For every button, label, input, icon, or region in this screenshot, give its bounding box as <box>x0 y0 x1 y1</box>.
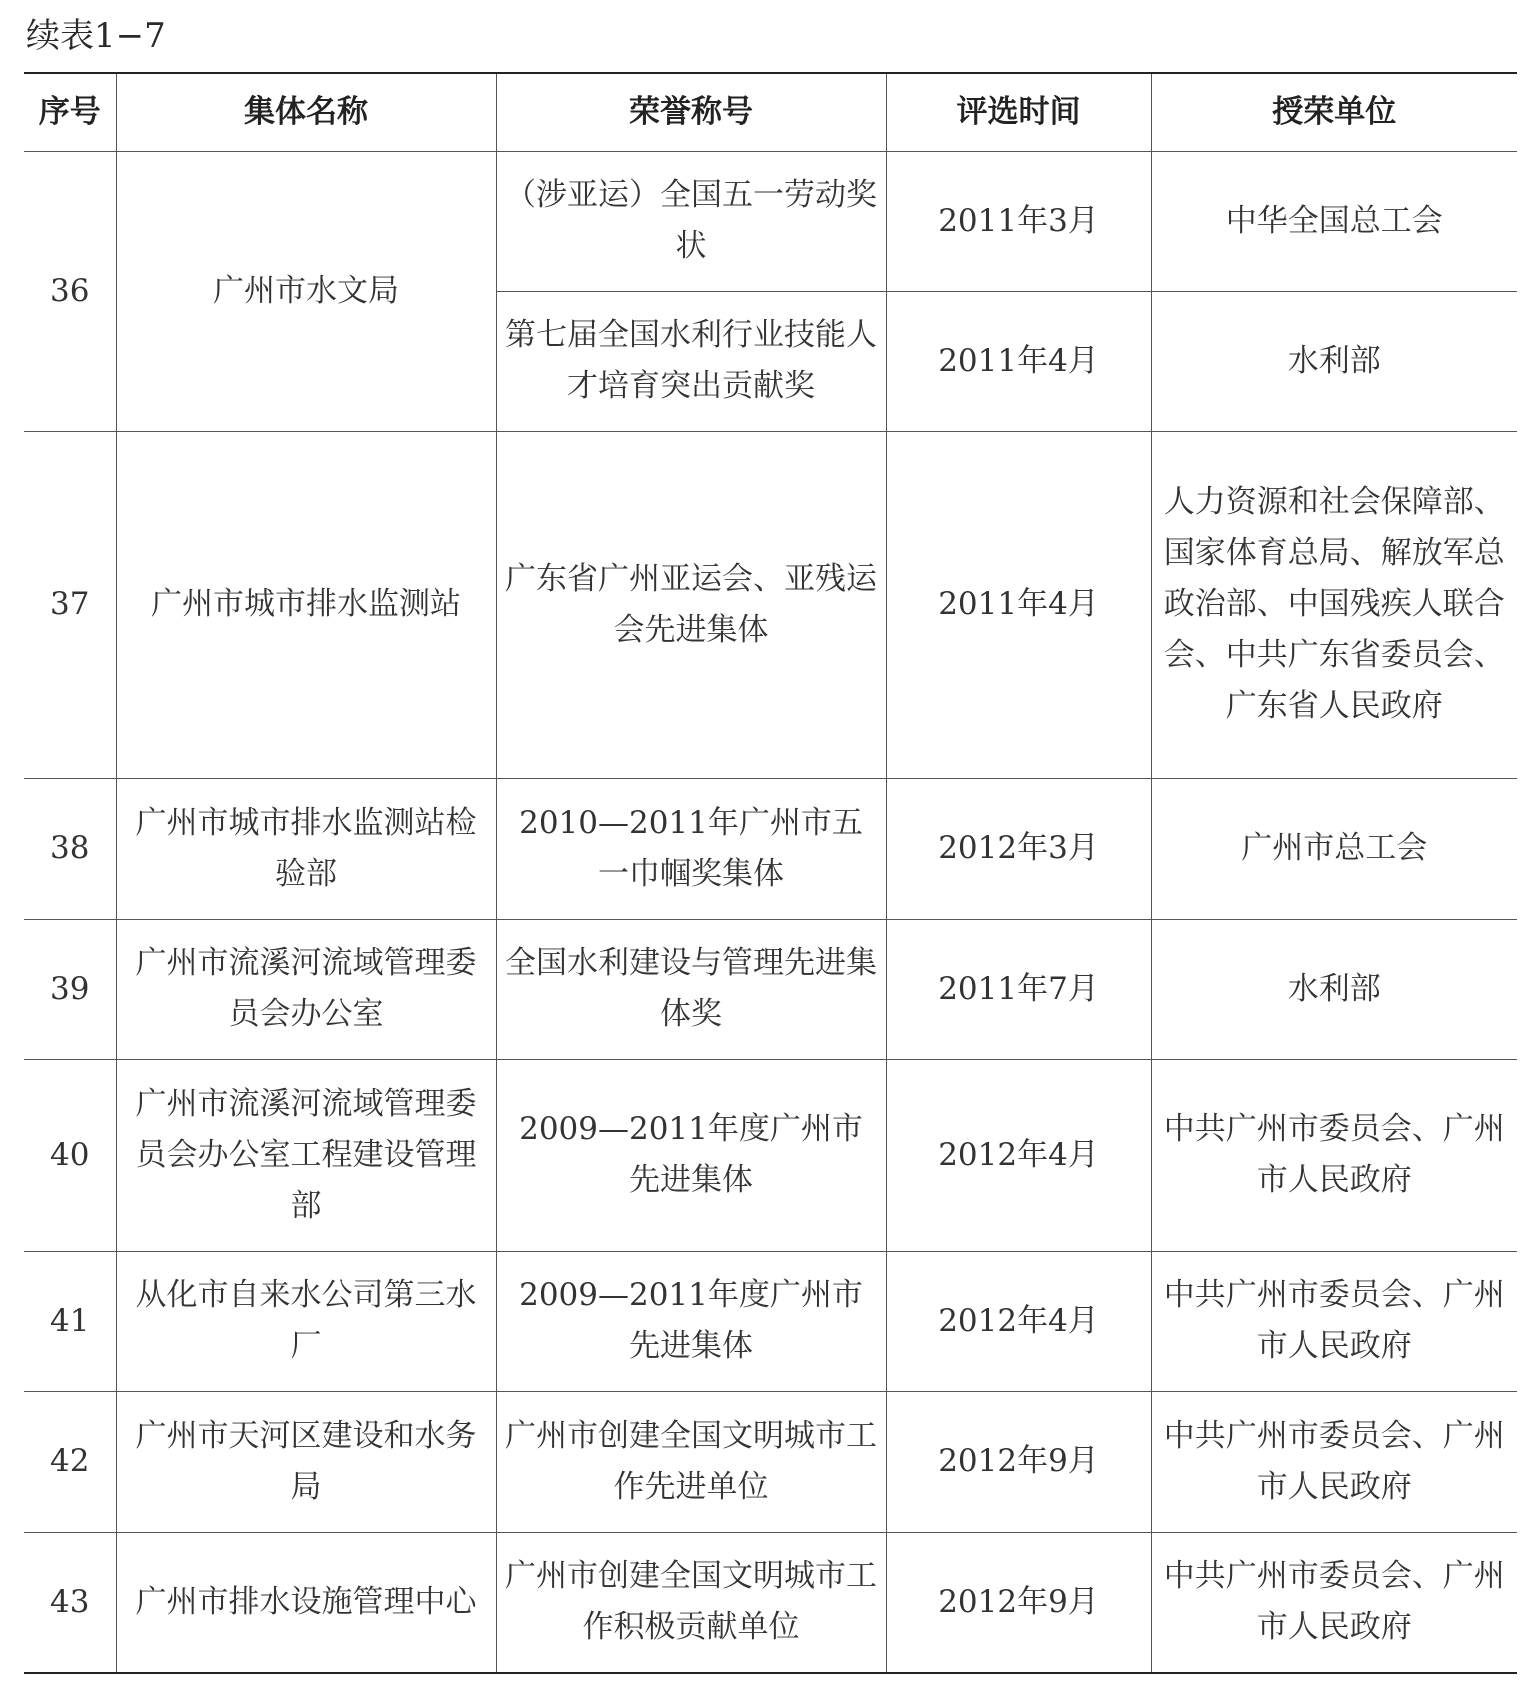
collective-name: 广州市城市排水监测站 <box>116 431 496 778</box>
award-date: 2012年3月 <box>886 778 1151 919</box>
collective-name: 广州市城市排水监测站检验部 <box>116 778 496 919</box>
column-header-awarding-unit: 授荣单位 <box>1151 73 1517 151</box>
table-row <box>24 1532 1517 1673</box>
honor-title: 广东省广州亚运会、亚残运会先进集体 <box>496 431 886 778</box>
award-date: 2011年4月 <box>886 291 1151 431</box>
awarding-unit: 人力资源和社会保障部、国家体育总局、解放军总政治部、中国残疾人联合会、中共广东省委员会、广东省人民政府 <box>1151 431 1517 778</box>
awarding-unit: 中共广州市委员会、广州市人民政府 <box>1151 1059 1517 1251</box>
row-number: 40 <box>24 1059 116 1251</box>
row-number: 42 <box>24 1391 116 1532</box>
row-number: 37 <box>24 431 116 778</box>
collective-name: 广州市天河区建设和水务局 <box>116 1391 496 1532</box>
honor-title: 广州市创建全国文明城市工作积极贡献单位 <box>496 1532 886 1673</box>
table-row <box>24 431 1517 778</box>
award-date: 2011年3月 <box>886 151 1151 291</box>
row-number: 38 <box>24 778 116 919</box>
collective-name: 广州市排水设施管理中心 <box>116 1532 496 1673</box>
column-header-honor-title: 荣誉称号 <box>496 73 886 151</box>
honor-title: 2009—2011年度广州市先进集体 <box>496 1059 886 1251</box>
award-date: 2012年9月 <box>886 1532 1151 1673</box>
row-number: 43 <box>24 1532 116 1673</box>
awarding-unit: 水利部 <box>1151 919 1517 1059</box>
awarding-unit: 水利部 <box>1151 291 1517 431</box>
awarding-unit: 中共广州市委员会、广州市人民政府 <box>1151 1251 1517 1391</box>
table-row <box>24 919 1517 1059</box>
honor-title: 2010—2011年广州市五一巾帼奖集体 <box>496 778 886 919</box>
honor-title: 2009—2011年度广州市先进集体 <box>496 1251 886 1391</box>
honor-title: 全国水利建设与管理先进集体奖 <box>496 919 886 1059</box>
collective-name: 广州市水文局 <box>116 151 496 431</box>
table-row <box>24 1059 1517 1251</box>
row-number: 39 <box>24 919 116 1059</box>
award-date: 2012年4月 <box>886 1251 1151 1391</box>
awarding-unit: 中华全国总工会 <box>1151 151 1517 291</box>
row-number: 41 <box>24 1251 116 1391</box>
awarding-unit: 中共广州市委员会、广州市人民政府 <box>1151 1391 1517 1532</box>
honor-title: 广州市创建全国文明城市工作先进单位 <box>496 1391 886 1532</box>
table-row <box>24 778 1517 919</box>
table-row <box>24 151 1517 291</box>
table-header-row <box>24 73 1517 151</box>
column-header-collective-name: 集体名称 <box>116 73 496 151</box>
award-date: 2012年9月 <box>886 1391 1151 1532</box>
awarding-unit: 广州市总工会 <box>1151 778 1517 919</box>
award-date: 2011年4月 <box>886 431 1151 778</box>
award-date: 2011年7月 <box>886 919 1151 1059</box>
collective-name: 从化市自来水公司第三水厂 <box>116 1251 496 1391</box>
awarding-unit: 中共广州市委员会、广州市人民政府 <box>1151 1532 1517 1673</box>
column-header-number: 序号 <box>24 73 116 151</box>
honor-title: （涉亚运）全国五一劳动奖状 <box>496 151 886 291</box>
award-date: 2012年4月 <box>886 1059 1151 1251</box>
honor-title: 第七届全国水利行业技能人才培育突出贡献奖 <box>496 291 886 431</box>
column-header-award-date: 评选时间 <box>886 73 1151 151</box>
honors-table <box>24 72 1517 1674</box>
collective-name: 广州市流溪河流域管理委员会办公室工程建设管理部 <box>116 1059 496 1251</box>
table-caption: 续表1−7 <box>26 16 166 56</box>
table-row <box>24 1391 1517 1532</box>
table-row <box>24 1251 1517 1391</box>
collective-name: 广州市流溪河流域管理委员会办公室 <box>116 919 496 1059</box>
row-number: 36 <box>24 151 116 431</box>
